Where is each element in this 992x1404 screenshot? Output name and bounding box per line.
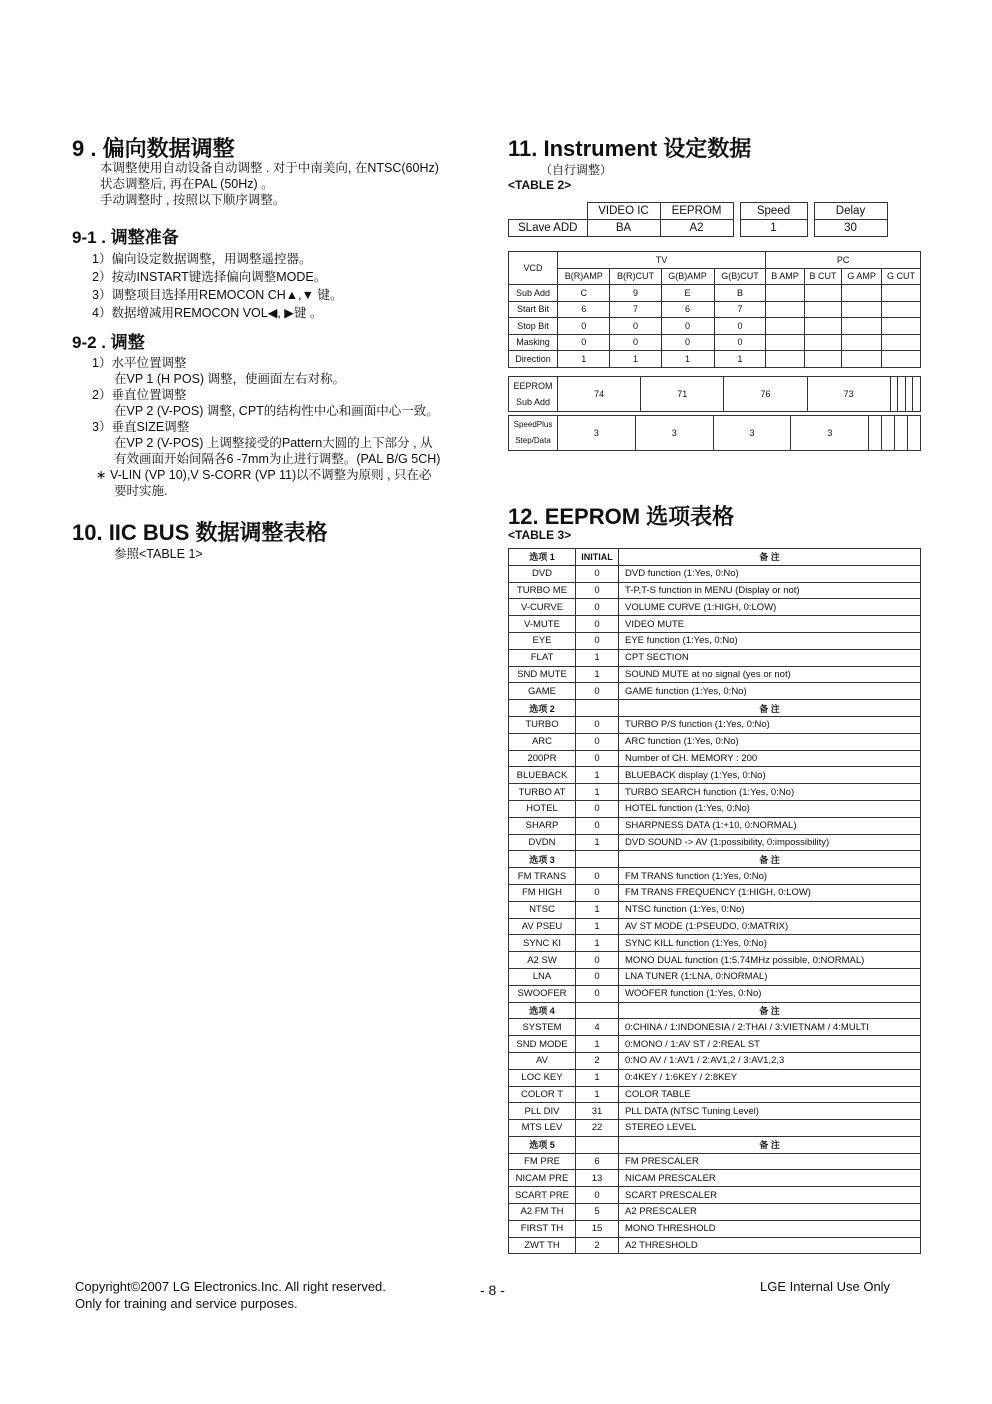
option-name: PLL DIV [509,1103,576,1120]
initial-value: 0 [576,733,619,750]
row-label: Stop Bit [509,318,558,335]
step-text: 有效画面开始间隔各6 -7mm为止进行调整。(PAL B/G 5CH) [114,452,441,466]
list-item: 3）调整项目选择用REMOCON CH▲,▼ 键。 [92,288,343,302]
initial-value: 0 [576,952,619,969]
option-name: FM HIGH [509,884,576,901]
header-cell: EEPROM [660,203,733,220]
option-description: STEREO LEVEL [619,1120,921,1137]
table-row [509,1204,921,1221]
table-row [509,649,921,666]
table-row [509,1120,921,1137]
table-row [509,1052,921,1069]
table-row [509,683,921,700]
row-label-line: Step/Data [515,436,551,445]
option-description: SOUND MUTE at no signal (yes or not) [619,666,921,683]
option-description: 0:NO AV / 1:AV1 / 2:AV1,2 / 3:AV1,2,3 [619,1052,921,1069]
table-row [509,285,921,302]
option-group-header [509,549,921,566]
section-11-title: 11. Instrument 设定数据 [508,136,752,161]
table-row [509,1170,921,1187]
row-label-line: SpeedPlus [513,420,553,429]
step-text: 在VP 1 (H POS) 调整，使画面左右对称。 [114,372,346,386]
initial-header: INITIAL [576,549,619,566]
option-description: NTSC function (1:Yes, 0:No) [619,901,921,918]
initial-value: 15 [576,1220,619,1237]
value-cell: 0 [610,334,661,351]
initial-value: 1 [576,935,619,952]
remark-header: 备 注 [619,700,921,717]
option-name: TURBO ME [509,582,576,599]
option-name: AV [509,1052,576,1069]
option-group-header [509,1136,921,1153]
option-description: GAME function (1:Yes, 0:No) [619,683,921,700]
option-description: COLOR TABLE [619,1086,921,1103]
option-description: TURBO P/S function (1:Yes, 0:No) [619,716,921,733]
value-cell: E [661,285,714,302]
column-header: B AMP [766,268,804,285]
option-description: MONO THRESHOLD [619,1220,921,1237]
value-cell: 0 [714,318,766,335]
value-cell: 76 [724,377,807,412]
table-row [509,1086,921,1103]
step-text: 在VP 2 (V-POS) 调整, CPT的结构性中心和画面中心一致。 [114,404,439,418]
option-name: ZWT TH [509,1237,576,1254]
option-name: V-MUTE [509,616,576,633]
option-name: AV PSEU [509,918,576,935]
initial-value: 0 [576,599,619,616]
option-description: PLL DATA (NTSC Tuning Level) [619,1103,921,1120]
table-row [509,1187,921,1204]
value-cell: 3 [635,416,713,451]
initial-value: 0 [576,616,619,633]
value-cell: 3 [558,416,636,451]
table-row [509,968,921,985]
option-description: T-P,T-S function in MENU (Display or not) [619,582,921,599]
step-text: 在VP 2 (V-POS) 上调整接受的Pattern大圆的上下部分 , 从 [114,436,433,450]
value-cell: 0 [661,318,714,335]
option-description: FM PRESCALER [619,1153,921,1170]
initial-value: 1 [576,834,619,851]
table-eeprom-sub-add [508,376,921,412]
option-name: SYSTEM [509,1019,576,1036]
value-cell: B [714,285,766,302]
step-heading: 1）水平位置调整 [92,356,187,370]
option-name: 200PR [509,750,576,767]
initial-value: 0 [576,716,619,733]
option-description: A2 THRESHOLD [619,1237,921,1254]
option-description: SCART PRESCALER [619,1187,921,1204]
value-cell: A2 [660,220,733,237]
list-item: 1）偏向设定数据调整，用调整遥控器。 [92,252,312,266]
initial-value: 1 [576,918,619,935]
training-text: Only for training and service purposes. [75,1296,298,1311]
option-description: BLUEBACK display (1:Yes, 0:No) [619,767,921,784]
option-description: VOLUME CURVE (1:HIGH, 0:LOW) [619,599,921,616]
table-row [509,377,921,412]
footer-copyright [75,1278,386,1312]
value-cell: C [558,285,610,302]
section-9-1-list [92,250,342,322]
initial-value: 0 [576,565,619,582]
table-row [509,1036,921,1053]
table-speedplus [508,415,921,451]
value-cell: 9 [610,285,661,302]
option-group-name: 选项 2 [509,700,576,717]
section-11-subtitle: （自行调整） [540,163,613,177]
option-description: NICAM PRESCALER [619,1170,921,1187]
table-2-tag: <TABLE 2> [508,178,572,192]
table-row [509,616,921,633]
row-label: Direction [509,351,558,368]
value-cell: 0 [714,334,766,351]
option-description: A2 PRESCALER [619,1204,921,1221]
value-cell: 74 [558,377,641,412]
option-group-name: 选项 4 [509,1002,576,1019]
option-description: FM TRANS function (1:Yes, 0:No) [619,868,921,885]
column-header: B CUT [804,268,842,285]
table-row [509,334,921,351]
option-description: SYNC KILL function (1:Yes, 0:No) [619,935,921,952]
pc-header: PC [766,252,921,269]
option-group-header [509,1002,921,1019]
initial-value: 0 [576,868,619,885]
initial-value: 1 [576,901,619,918]
option-name: V-CURVE [509,599,576,616]
initial-value: 1 [576,1086,619,1103]
note-text: 要时实施. [114,484,168,498]
option-description: Number of CH. MEMORY : 200 [619,750,921,767]
row-label: SLave ADD [509,220,588,237]
value-cell: 1 [661,351,714,368]
list-item: 2）按动INSTART键选择偏向调整MODE。 [92,270,327,284]
option-name: SHARP [509,817,576,834]
option-description: VIDEO MUTE [619,616,921,633]
option-name: TURBO [509,716,576,733]
section-9-line: 手动调整时 , 按照以下顺序调整。 [100,193,286,207]
table-row [509,666,921,683]
list-item: 4）数据增减用REMOCON VOL◀, ▶键 。 [92,306,323,320]
value-cell: 6 [661,301,714,318]
row-label [509,377,558,412]
column-header: B(R)AMP [558,268,610,285]
option-description: HOTEL function (1:Yes, 0:No) [619,800,921,817]
remark-header: 备 注 [619,1002,921,1019]
table-row [509,716,921,733]
option-description: TURBO SEARCH function (1:Yes, 0:No) [619,784,921,801]
initial-value: 0 [576,750,619,767]
value-cell: 1 [610,351,661,368]
value-cell: 1 [714,351,766,368]
option-name: BLUEBACK [509,767,576,784]
option-name: EYE [509,632,576,649]
option-group-header [509,700,921,717]
option-group-name: 选项 1 [509,549,576,566]
table-row [509,1069,921,1086]
value-cell: 7 [714,301,766,318]
column-header: G AMP [842,268,882,285]
initial-value: 0 [576,1187,619,1204]
table-row [509,582,921,599]
initial-header [576,851,619,868]
page-number: - 8 - [480,1282,505,1298]
option-name: SWOOFER [509,985,576,1002]
tv-header: TV [558,252,766,269]
initial-value: 13 [576,1170,619,1187]
table-row [509,750,921,767]
value-cell: 73 [807,377,890,412]
initial-value: 1 [576,1069,619,1086]
initial-header [576,1002,619,1019]
initial-value: 0 [576,817,619,834]
table-row [509,935,921,952]
option-name: FLAT [509,649,576,666]
option-group-header [509,851,921,868]
option-name: SND MODE [509,1036,576,1053]
section-9-title: 9 . 偏向数据调整 [72,136,235,161]
initial-value: 0 [576,683,619,700]
initial-value: 4 [576,1019,619,1036]
remark-header: 备 注 [619,1136,921,1153]
option-description: 0:4KEY / 1:6KEY / 2:8KEY [619,1069,921,1086]
value-cell: 1 [558,351,610,368]
option-name: COLOR T [509,1086,576,1103]
table-row [509,868,921,885]
option-name: ARC [509,733,576,750]
row-label [509,416,558,451]
column-header: G(B)AMP [661,268,714,285]
initial-value: 0 [576,632,619,649]
option-description: ARC function (1:Yes, 0:No) [619,733,921,750]
table-row [509,301,921,318]
option-description: LNA TUNER (1:LNA, 0:NORMAL) [619,968,921,985]
note-text: ∗ V-LIN (VP 10),V S-CORR (VP 11)以不调整为原则 , 只在必 [96,468,432,482]
column-header: G(B)CUT [714,268,766,285]
option-description: WOOFER function (1:Yes, 0:No) [619,985,921,1002]
option-description: FM TRANS FREQUENCY (1:HIGH, 0:LOW) [619,884,921,901]
table-row [509,800,921,817]
option-name: NTSC [509,901,576,918]
section-9-body [100,160,439,208]
option-description: DVD function (1:Yes, 0:No) [619,565,921,582]
table-row [509,733,921,750]
table-row [509,918,921,935]
row-label-line: Sub Add [515,397,551,407]
table-row [509,901,921,918]
row-label-line: EEPROM [513,381,553,391]
table-row [509,599,921,616]
option-name: A2 SW [509,952,576,969]
table-2 [508,202,888,237]
option-name: DVDN [509,834,576,851]
initial-value: 0 [576,582,619,599]
initial-value: 6 [576,1153,619,1170]
option-description: MONO DUAL function (1:5.74MHz possible, 0:NORMAL) [619,952,921,969]
step-heading: 3）垂直SIZE调整 [92,420,190,434]
option-description: CPT SECTION [619,649,921,666]
option-description: AV ST MODE (1:PSEUDO, 0:MATRIX) [619,918,921,935]
option-description: 0:CHINA / 1:INDONESIA / 2:THAI / 3:VIETNAM / 4:MULTI [619,1019,921,1036]
remark-header: 备 注 [619,549,921,566]
copyright-text: Copyright©2007 LG Electronics.Inc. All right reserved. [75,1279,386,1294]
eeprom-option-table [508,548,921,1254]
initial-header [576,700,619,717]
option-description: DVD SOUND -> AV (1:possibility, 0:impossibility) [619,834,921,851]
column-header: B(R)CUT [610,268,661,285]
initial-value: 1 [576,1036,619,1053]
option-name: NICAM PRE [509,1170,576,1187]
table-row [509,1237,921,1254]
initial-value: 2 [576,1052,619,1069]
section-9-2-title: 9-2 . 调整 [72,333,145,352]
table-row [509,416,921,451]
column-header: G CUT [881,268,920,285]
option-group-name: 选项 3 [509,851,576,868]
initial-value: 0 [576,884,619,901]
table-row [509,817,921,834]
option-description: SHARPNESS DATA (1:+10, 0:NORMAL) [619,817,921,834]
initial-value: 1 [576,649,619,666]
value-cell: 3 [713,416,791,451]
initial-value: 31 [576,1103,619,1120]
value-cell: 30 [814,220,887,237]
step-heading: 2）垂直位置调整 [92,388,187,402]
table-row [509,767,921,784]
value-cell: 0 [661,334,714,351]
footer-internal: LGE Internal Use Only [760,1279,891,1294]
option-name: HOTEL [509,800,576,817]
option-name: SND MUTE [509,666,576,683]
header-cell: Speed [740,203,807,220]
header-cell: Delay [814,203,887,220]
initial-value: 2 [576,1237,619,1254]
vcd-header: VCD [509,252,558,285]
value-cell: 1 [740,220,807,237]
value-cell: 0 [558,318,610,335]
table-row [509,985,921,1002]
option-name: A2 FM TH [509,1204,576,1221]
row-label: Sub Add [509,285,558,302]
table-row [509,565,921,582]
table-row [509,1220,921,1237]
option-name: GAME [509,683,576,700]
option-description: EYE function (1:Yes, 0:No) [619,632,921,649]
initial-value: 1 [576,767,619,784]
table-vcd [508,251,921,368]
section-10-title: 10. IIC BUS 数据调整表格 [72,520,328,545]
section-10-ref: 参照<TABLE 1> [114,547,203,561]
option-name: FM PRE [509,1153,576,1170]
header-cell: VIDEO IC [587,203,660,220]
option-name: SCART PRE [509,1187,576,1204]
section-9-line: 本调整使用自动设备自动调整 . 对于中南美向, 在NTSC(60Hz) [100,161,439,175]
table-row [509,351,921,368]
initial-value: 0 [576,968,619,985]
table-row [509,784,921,801]
value-cell: 3 [791,416,869,451]
option-name: FM TRANS [509,868,576,885]
value-cell: 7 [610,301,661,318]
row-label: Masking [509,334,558,351]
section-12-title: 12. EEPROM 选项表格 [508,504,735,529]
initial-value: 5 [576,1204,619,1221]
option-name: TURBO AT [509,784,576,801]
table-row [509,1103,921,1120]
table-row [509,884,921,901]
initial-value: 0 [576,800,619,817]
remark-header: 备 注 [619,851,921,868]
initial-header [576,1136,619,1153]
initial-value: 1 [576,666,619,683]
value-cell: 0 [610,318,661,335]
option-name: LNA [509,968,576,985]
section-9-2-body [92,355,440,499]
value-cell: 6 [558,301,610,318]
empty-cell [509,203,588,220]
option-name: FIRST TH [509,1220,576,1237]
initial-value: 0 [576,985,619,1002]
table-3-tag: <TABLE 3> [508,528,572,542]
table-row [509,1153,921,1170]
option-name: LOC KEY [509,1069,576,1086]
value-cell: BA [587,220,660,237]
option-name: MTS LEV [509,1120,576,1137]
table-row [509,632,921,649]
option-description: 0:MONO / 1:AV ST / 2:REAL ST [619,1036,921,1053]
value-cell: 71 [641,377,724,412]
section-9-line: 状态调整后, 再在PAL (50Hz) 。 [100,177,274,191]
initial-value: 22 [576,1120,619,1137]
section-9-1-title: 9-1 . 调整准备 [72,228,179,247]
table-row [509,952,921,969]
initial-value: 1 [576,784,619,801]
row-label: Start Bit [509,301,558,318]
option-name: SYNC KI [509,935,576,952]
table-row [509,318,921,335]
option-name: DVD [509,565,576,582]
value-cell: 0 [558,334,610,351]
option-group-name: 选项 5 [509,1136,576,1153]
table-row [509,1019,921,1036]
table-row [509,834,921,851]
